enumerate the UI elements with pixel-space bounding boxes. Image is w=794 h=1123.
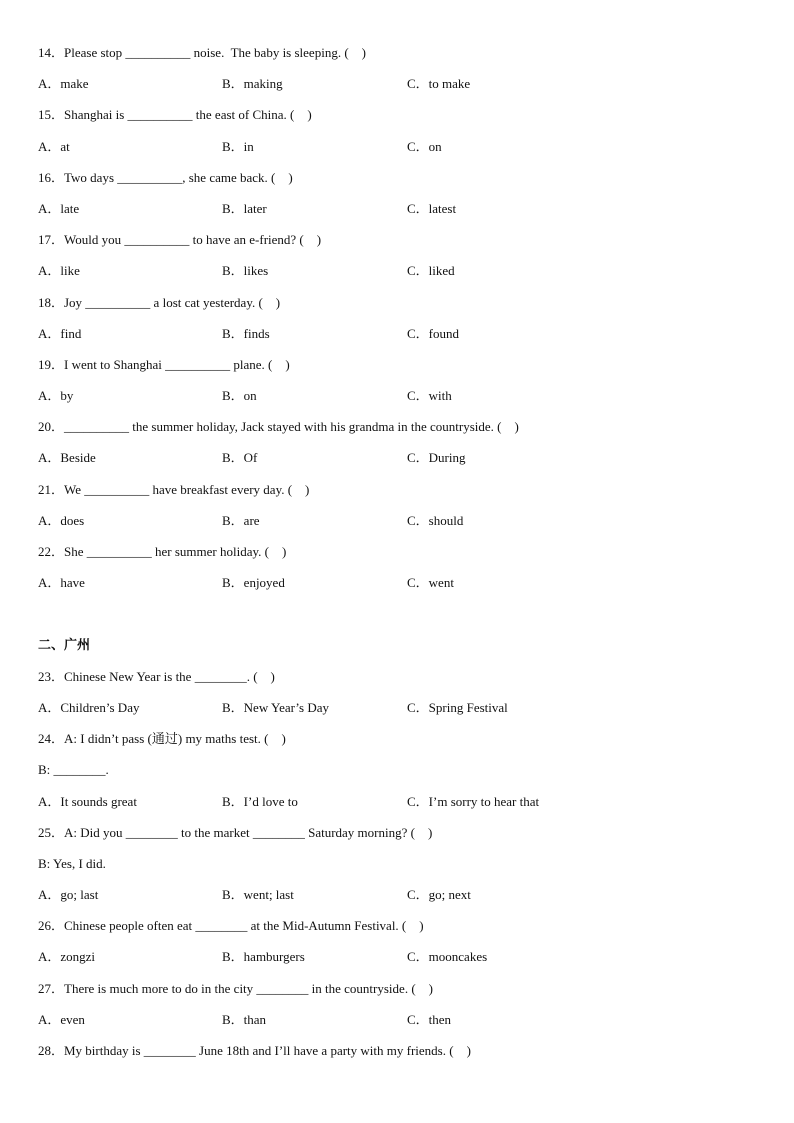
options-26 — [38, 948, 758, 979]
option-c: C．to make — [407, 76, 471, 92]
question-15: 15．Shanghai is __________ the east of China. ( ) — [38, 107, 312, 123]
option-c: C．liked — [407, 263, 455, 279]
option-b: B．finds — [222, 325, 270, 341]
options-22 — [38, 574, 758, 605]
worksheet-page — [38, 44, 758, 1073]
option-a: A．late — [38, 200, 80, 216]
option-c: C．I’m sorry to hear that — [407, 793, 540, 809]
option-b: B．in — [222, 138, 254, 154]
option-a: A．zongzi — [38, 949, 96, 965]
option-a: A．It sounds great — [38, 793, 137, 809]
question-27: 27．There is much more to do in the city ________ in the countryside. ( ) — [38, 980, 433, 996]
response-24: B: ________. — [38, 762, 109, 778]
options-16 — [38, 200, 758, 231]
option-c: C．Spring Festival — [407, 699, 508, 715]
question-23: 23．Chinese New Year is the ________. ( ) — [38, 668, 275, 684]
option-c: C．mooncakes — [407, 949, 488, 965]
option-b: B．later — [222, 200, 267, 216]
options-18 — [38, 325, 758, 356]
option-b: B．went; last — [222, 887, 294, 903]
options-19 — [38, 387, 758, 418]
question-14: 14．Please stop __________ noise. The baby is sleeping. ( ) — [38, 45, 366, 60]
options-23 — [38, 699, 758, 730]
option-a: A．find — [38, 325, 82, 341]
question-18: 18．Joy __________ a lost cat yesterday. ( ) — [38, 294, 281, 310]
options-14 — [38, 75, 758, 106]
option-a: A．at — [38, 138, 70, 154]
question-24: 24．A: I didn’t pass (通过) my maths test. ( ) — [38, 731, 286, 747]
option-a: A．does — [38, 512, 85, 528]
option-b: B．on — [222, 388, 257, 404]
option-a: A．go; last — [38, 887, 99, 903]
option-b: B．hamburgers — [222, 949, 305, 965]
option-b: B．Of — [222, 450, 258, 466]
section-gap — [38, 605, 758, 636]
option-b: B．are — [222, 512, 260, 528]
option-a: A．like — [38, 263, 80, 279]
section-title: 二、广州 — [38, 637, 91, 653]
question-20: 20．__________ the summer holiday, Jack stayed with his grandma in the countryside. ( ) — [38, 419, 519, 435]
option-a: A．Beside — [38, 450, 96, 466]
question-21: 21．We __________ have breakfast every day. ( ) — [38, 481, 310, 497]
option-b: B．I’d love to — [222, 793, 298, 809]
option-c: C．latest — [407, 200, 457, 216]
question-26: 26．Chinese people often eat ________ at the Mid-Autumn Festival. ( ) — [38, 918, 424, 934]
options-21 — [38, 512, 758, 543]
option-c: C．found — [407, 325, 460, 341]
question-22: 22．She __________ her summer holiday. ( ) — [38, 544, 287, 559]
option-c: C．then — [407, 1011, 452, 1027]
option-c: C．go; next — [407, 887, 471, 903]
option-a: A．have — [38, 575, 85, 591]
question-19: 19．I went to Shanghai __________ plane. ( ) — [38, 356, 290, 372]
option-c: C．should — [407, 512, 464, 528]
option-a: A．make — [38, 76, 89, 92]
question-28: 28．My birthday is ________ June 18th and I’ll have a party with my friends. ( ) — [38, 1043, 471, 1058]
options-17 — [38, 262, 758, 293]
response-25: B: Yes, I did. — [38, 855, 106, 871]
option-b: B．likes — [222, 263, 269, 279]
option-b: B．than — [222, 1011, 267, 1027]
option-c: C．on — [407, 138, 442, 154]
option-c: C．went — [407, 575, 454, 591]
option-a: A．Children’s Day — [38, 699, 140, 715]
options-20 — [38, 449, 758, 480]
question-25: 25．A: Did you ________ to the market ________ Saturday morning? ( ) — [38, 824, 433, 840]
question-17: 17．Would you __________ to have an e-friend? ( ) — [38, 232, 322, 248]
option-b: B．enjoyed — [222, 575, 285, 591]
question-16: 16．Two days __________, she came back. ( ) — [38, 169, 293, 185]
options-15 — [38, 138, 758, 169]
option-a: A．by — [38, 388, 74, 404]
option-c: C．During — [407, 450, 466, 466]
option-c: C．with — [407, 388, 452, 404]
option-b: B．New Year’s Day — [222, 699, 330, 715]
options-25 — [38, 886, 758, 917]
option-a: A．even — [38, 1011, 85, 1027]
options-27 — [38, 1011, 758, 1042]
option-b: B．making — [222, 76, 283, 92]
options-24 — [38, 793, 758, 824]
